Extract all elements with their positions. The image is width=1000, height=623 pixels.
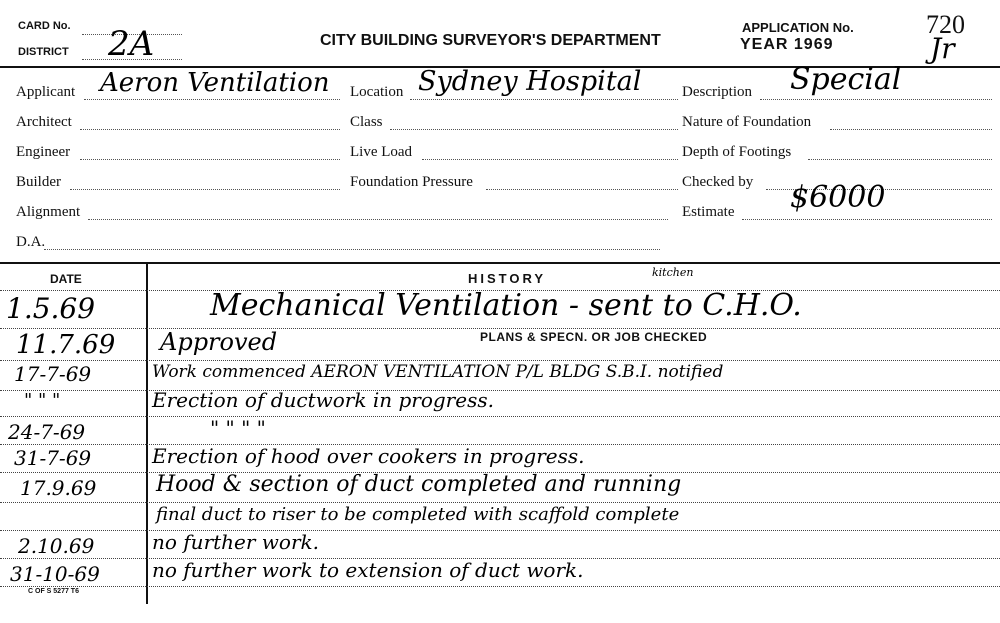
entry-text: " " " " [210, 416, 266, 440]
location-label: Location [350, 84, 404, 100]
architect-label: Architect [16, 114, 72, 130]
date-column-divider [146, 262, 148, 604]
entry-date: 24-7-69 [8, 420, 86, 444]
estimate-value: $6000 [790, 180, 886, 215]
entry-text: Mechanical Ventilation - sent to C.H.O. [210, 288, 802, 323]
entry-date: 17.9.69 [20, 476, 97, 500]
entry-date: 1.5.69 [6, 292, 96, 325]
history-header: HISTORY [468, 271, 547, 286]
entry-date: 31-10-69 [10, 562, 100, 586]
location-value: Sydney Hospital [418, 66, 642, 97]
year-line [740, 36, 834, 54]
application-no-value: 720 [926, 10, 965, 39]
nature-of-foundation-label: Nature of Foundation [682, 114, 812, 130]
foundation-pressure-label: Foundation Pressure [350, 174, 473, 190]
description-label: Description [682, 84, 752, 100]
history-top-rule [0, 262, 1000, 264]
estimate-label: Estimate [682, 204, 735, 220]
live-load-label: Live Load [350, 144, 413, 160]
depth-of-footings-label: Depth of Footings [682, 144, 792, 160]
entry-text: final duct to riser to be completed with scaffold complete [156, 504, 680, 525]
applicant-label: Applicant [16, 84, 76, 100]
entry-text: no further work. [152, 530, 319, 554]
entry-text: Erection of hood over cookers in progress. [152, 444, 585, 468]
entry-date: 31-7-69 [14, 446, 92, 470]
da-label: D.A. [16, 234, 46, 250]
entry-date: 2.10.69 [18, 534, 95, 558]
entry-text: no further work to extension of duct work. [152, 558, 584, 582]
form-code: C OF S 5277 T6 [28, 588, 79, 595]
entry-date: 17-7-69 [14, 362, 92, 386]
year-value: 1969 [793, 36, 834, 53]
alignment-label: Alignment [16, 204, 81, 220]
entry-text: Hood & section of duct completed and running [156, 472, 682, 497]
checked-by-label: Checked by [682, 174, 754, 190]
date-header: DATE [50, 272, 82, 286]
description-value: Special [790, 62, 902, 97]
year-label: YEAR [740, 36, 789, 53]
applicant-value: Aeron Ventilation [100, 68, 330, 98]
entry-date: " " " [24, 390, 61, 411]
department-title: CITY BUILDING SURVEYOR'S DEPARTMENT [320, 32, 661, 49]
entry-text: Erection of ductwork in progress. [152, 388, 494, 412]
entry-text: Work commenced AERON VENTILATION P/L BLDG S.B.I. notified [152, 362, 724, 382]
district-label: DISTRICT [18, 46, 69, 58]
plans-checked-stamp: PLANS & SPECN. OR JOB CHECKED [480, 330, 708, 344]
card-no-label: CARD No. [18, 20, 71, 32]
application-no-label: APPLICATION No. [742, 20, 854, 35]
handwritten-initials: Jr [930, 32, 955, 65]
builder-label: Builder [16, 174, 61, 190]
district-value: 2A [108, 24, 155, 64]
engineer-label: Engineer [16, 144, 71, 160]
kitchen-note: kitchen [652, 266, 694, 279]
class-label: Class [350, 114, 383, 130]
entry-date: 11.7.69 [16, 330, 116, 360]
entry-text: Approved [160, 328, 278, 356]
